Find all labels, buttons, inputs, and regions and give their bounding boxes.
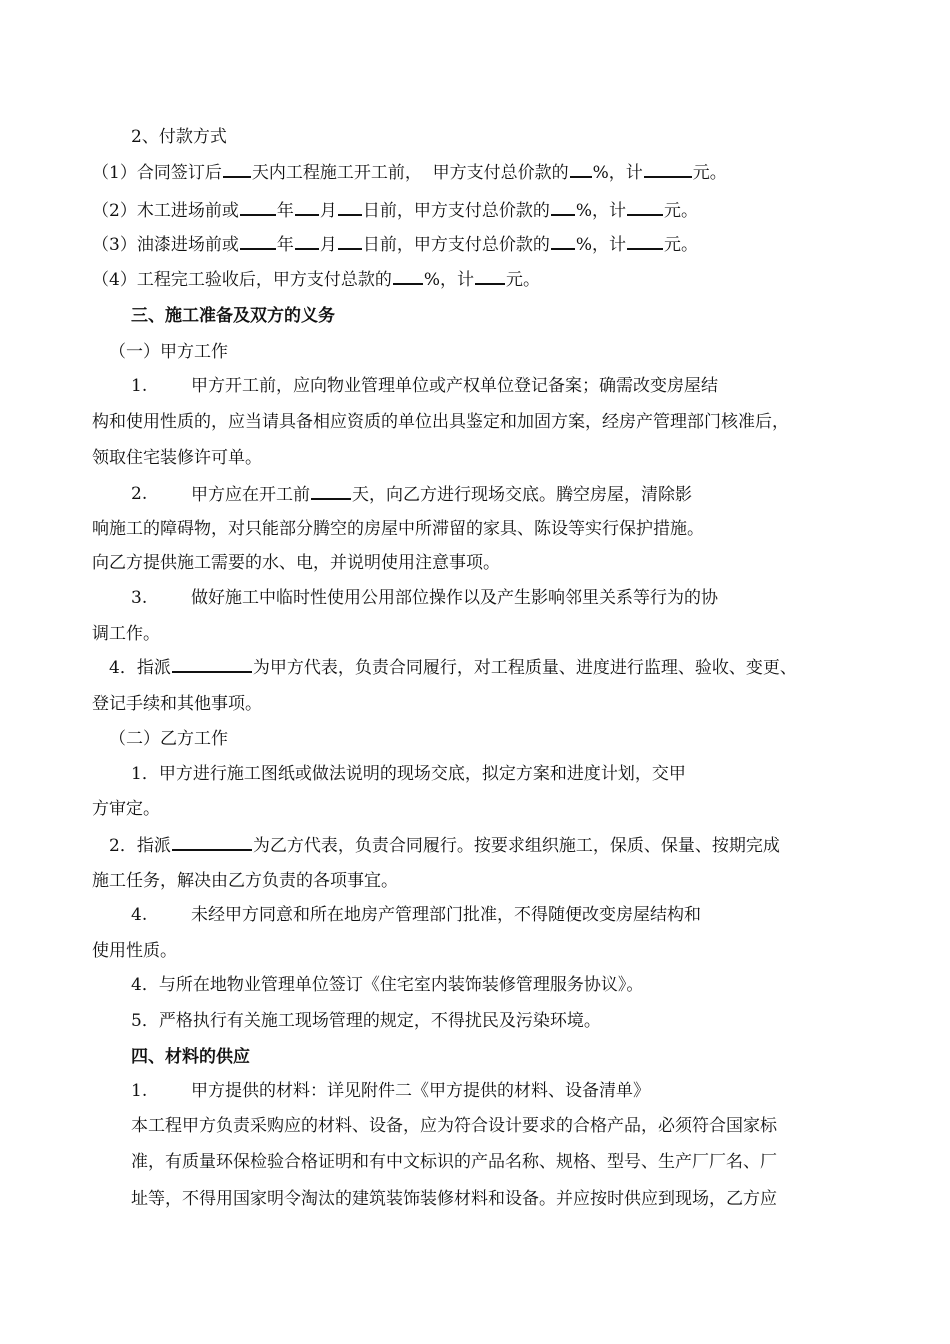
party-b-item-4b-text: 4．与所在地物业管理单位签订《住宅室内装饰装修管理服务协议》。 bbox=[131, 975, 644, 995]
party-b-item-1-text: 1．甲方进行施工图纸或做法说明的现场交底，拟定方案和进度计划，交甲 bbox=[131, 764, 686, 784]
subsection-party-b: （二）乙方工作 bbox=[109, 729, 228, 749]
party-a-item-3-text: 调工作。 bbox=[92, 624, 160, 644]
material-paragraph: 本工程甲方负责采购应的材料、设备，应为符合设计要求的合格产品，必须符合国家标 bbox=[131, 1116, 777, 1136]
party-a-item-1-text: 构和使用性质的，应当请具备相应资质的单位出具鉴定和加固方案，经房产管理部门核准后， bbox=[92, 412, 789, 432]
blank-field bbox=[627, 198, 663, 216]
item-number: 4. bbox=[131, 905, 148, 925]
party-a-item-2-text: 响施工的障碍物，对只能部分腾空的房屋中所滞留的家具、陈设等实行保护措施。 bbox=[92, 519, 704, 539]
party-b-item-4-text: 未经甲方同意和所在地房产管理部门批准，不得随便改变房屋结构和 bbox=[191, 905, 701, 925]
blank-field bbox=[551, 198, 575, 216]
item-number: 2. bbox=[131, 484, 148, 504]
subsection-party-a: （一）甲方工作 bbox=[109, 342, 228, 362]
blank-field bbox=[295, 198, 319, 216]
party-a-item-1-text: 甲方开工前，应向物业管理单位或产权单位登记备案；确需改变房屋结 bbox=[191, 376, 718, 396]
material-item-1-title: 甲方提供的材料：详见附件二《甲方提供的材料、设备清单》 bbox=[191, 1081, 650, 1101]
party-b-item-4-text: 使用性质。 bbox=[92, 941, 177, 961]
party-a-item-4-text: 4．指派 为甲方代表，负责合同履行，对工程质量、进度进行监理、验收、变更、 bbox=[109, 655, 797, 680]
blank-field bbox=[644, 160, 692, 178]
blank-field bbox=[223, 160, 251, 178]
blank-field bbox=[338, 232, 362, 250]
blank-field bbox=[338, 198, 362, 216]
party-b-item-2-text: 2．指派 为乙方代表，负责合同履行。按要求组织施工，保质、保量、按期完成 bbox=[109, 833, 780, 858]
party-a-item-4-text: 登记手续和其他事项。 bbox=[92, 694, 262, 714]
payment-clause-1: （1）合同签订后 天内工程施工开工前， 甲方支付总价款的 %，计 元。 bbox=[92, 160, 727, 185]
blank-field bbox=[475, 267, 505, 285]
blank-field bbox=[551, 232, 575, 250]
material-paragraph: 址等，不得用国家明令淘汰的建筑装饰装修材料和设备。并应按时供应到现场，乙方应 bbox=[131, 1189, 777, 1209]
payment-clause-4: （4）工程完工验收后，甲方支付总款的 %，计 元。 bbox=[92, 267, 540, 292]
item-number: 1. bbox=[131, 1081, 148, 1101]
party-b-item-5-text: 5．严格执行有关施工现场管理的规定，不得扰民及污染环境。 bbox=[131, 1011, 601, 1031]
party-a-item-2-text: 甲方应在开工前 天，向乙方进行现场交底。腾空房屋，清除影 bbox=[191, 482, 692, 507]
item-number: 3. bbox=[131, 588, 148, 608]
material-paragraph: 准，有质量环保检验合格证明和有中文标识的产品名称、规格、型号、生产厂厂名、厂 bbox=[131, 1152, 777, 1172]
party-b-item-2-text: 施工任务，解决由乙方负责的各项事宜。 bbox=[92, 871, 398, 891]
section-payment-title: 2、付款方式 bbox=[131, 127, 227, 147]
party-a-item-2-text: 向乙方提供施工需要的水、电，并说明使用注意事项。 bbox=[92, 553, 500, 573]
party-b-item-1-text: 方审定。 bbox=[92, 799, 160, 819]
item-number: 1. bbox=[131, 376, 148, 396]
blank-field bbox=[311, 482, 351, 500]
blank-field bbox=[295, 232, 319, 250]
section-heading-4: 四、材料的供应 bbox=[131, 1047, 250, 1067]
party-a-item-3-text: 做好施工中临时性使用公用部位操作以及产生影响邻里关系等行为的协 bbox=[191, 588, 718, 608]
blank-field bbox=[570, 160, 592, 178]
payment-clause-3: （3）油漆进场前或 年 月 日前，甲方支付总价款的 %，计 元。 bbox=[92, 232, 698, 257]
section-heading-3: 三、施工准备及双方的义务 bbox=[131, 306, 335, 326]
blank-field bbox=[627, 232, 663, 250]
blank-field bbox=[393, 267, 423, 285]
party-a-item-1-text: 领取住宅装修许可单。 bbox=[92, 448, 262, 468]
blank-field bbox=[172, 655, 252, 673]
blank-field bbox=[240, 198, 276, 216]
payment-clause-2: （2）木工进场前或 年 月 日前，甲方支付总价款的 %，计 元。 bbox=[92, 198, 698, 223]
blank-field bbox=[172, 833, 252, 851]
blank-field bbox=[240, 232, 276, 250]
